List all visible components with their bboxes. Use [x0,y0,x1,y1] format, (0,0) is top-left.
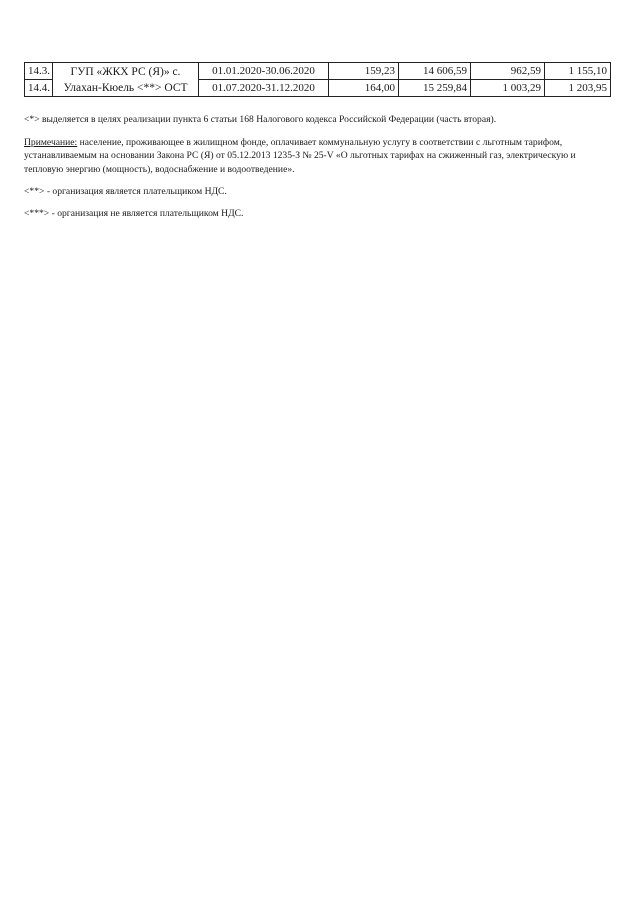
period-cell: 01.01.2020-30.06.2020 [199,63,329,80]
notes-section [24,113,614,229]
organization-name [53,63,199,97]
tariff-table [24,62,611,97]
value-cell: 1 203,95 [545,80,611,97]
value-cell: 15 259,84 [399,80,471,97]
row-number: 14.3. [25,63,53,80]
row-number: 14.4. [25,80,53,97]
value-cell: 164,00 [329,80,399,97]
value-cell: 1 003,29 [471,80,545,97]
remark-paragraph [24,136,614,177]
period-cell: 01.07.2020-31.12.2020 [199,80,329,97]
value-cell: 159,23 [329,63,399,80]
footnote-star: <*> выделяется в целях реализации пункта 6 статьи 168 Налогового кодекса Российской Федерации (часть вторая). [24,114,497,125]
footnote-vat: <**> - организация является плательщиком НДС. [24,186,227,197]
table-row [25,63,611,80]
value-cell: 14 606,59 [399,63,471,80]
organization-name-line: ГУП «ЖКХ РС (Я)» с. [70,65,181,78]
remark-label: Примечание: [24,136,78,148]
organization-name-line: Улахан-Кюель <**> ОСТ [63,81,188,94]
value-cell: 1 155,10 [545,63,611,80]
footnote-novat: <***> - организация не является плательщиком НДС. [24,207,244,219]
remark-text: население, проживающее в жилищном фонде, оплачивает коммунальную услугу в соответствии с льготным тарифом, устанавливаемым на основании Закона РС (Я) от 05.12.2013 1235-З № 25-V «О льготных тарифах на сжиженный газ, электрическую и тепловую энергию (мощность), водоснабжение и водоотведение». [24,136,576,175]
value-cell: 962,59 [471,63,545,80]
